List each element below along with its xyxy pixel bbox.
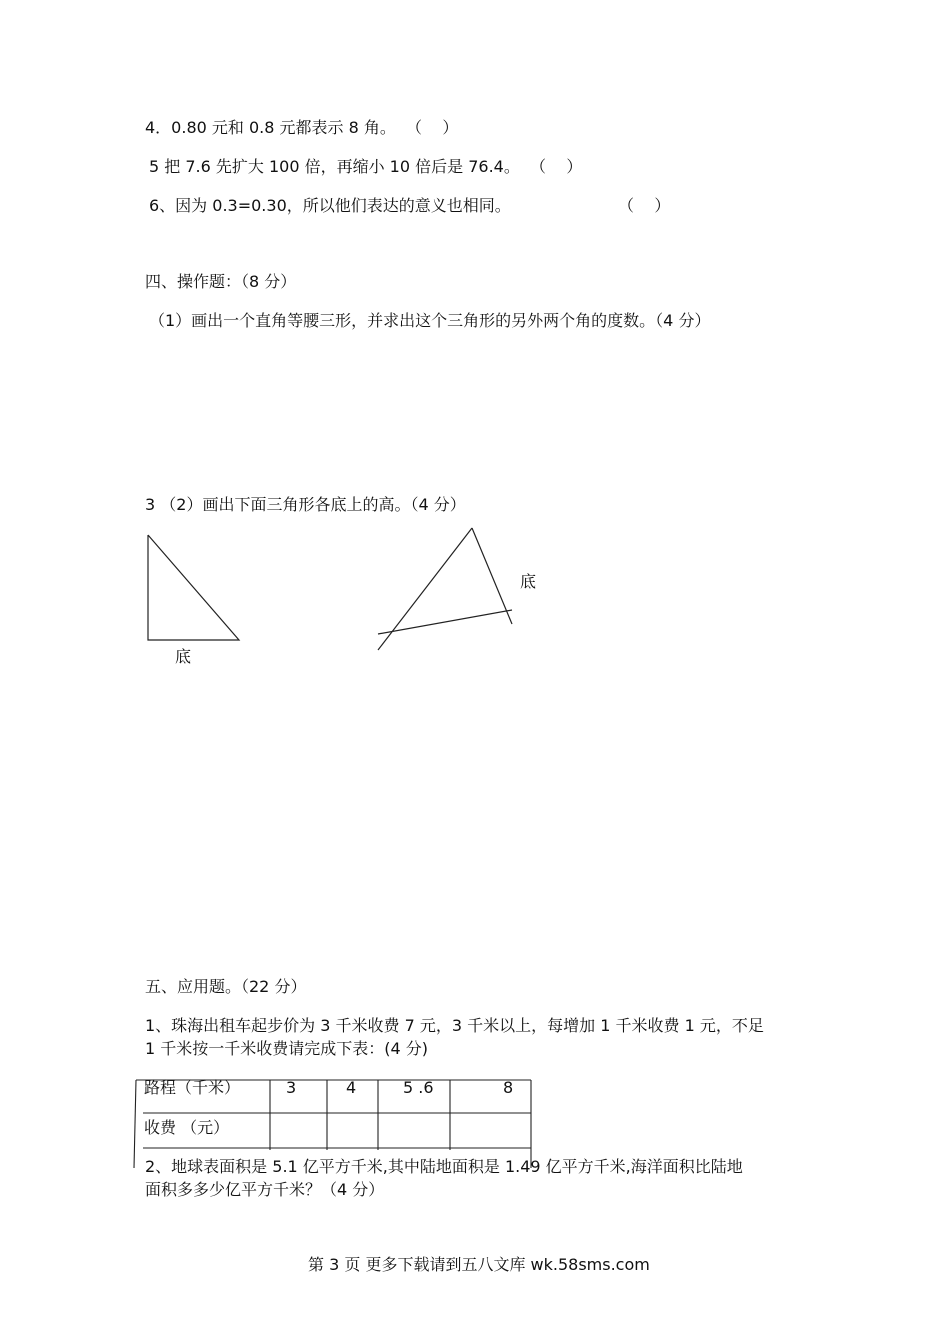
section-5-question-1-line-1: 1、珠海出租车起步价为 3 千米收费 7 元，3 千米以上，每增加 1 千米收费 1 元，不足 <box>145 1016 764 1035</box>
question-5: 5 把 7.6 先扩大 100 倍，再缩小 10 倍后是 76.4。 （ ） <box>149 157 583 176</box>
section-5-question-2-line-2: 面积多多少亿平方千米？（4 分） <box>145 1180 385 1199</box>
triangle-base-line <box>378 610 512 634</box>
table-cell-distance-4: 8 <box>503 1078 514 1097</box>
base-label-left: 底 <box>175 647 192 666</box>
table-cell-distance-1: 3 <box>286 1078 297 1097</box>
base-label-right: 底 <box>520 572 537 591</box>
table-row-2-header: 收费 （元） <box>144 1118 230 1137</box>
table-row-1-header: 路程（千米） <box>144 1078 241 1097</box>
table-cell-distance-3: 5 .6 <box>403 1078 434 1097</box>
section-5-question-1-line-2: 1 千米按一千米收费请完成下表：(4 分) <box>145 1039 429 1058</box>
right-triangle <box>148 535 239 640</box>
section-5-title: 五、应用题。（22 分） <box>145 977 307 996</box>
question-6-blank: （ ） <box>618 196 671 215</box>
section-5-question-2-line-1: 2、地球表面积是 5.1 亿平方千米,其中陆地面积是 1.49 亿平方千米,海洋面积比陆地 <box>145 1157 743 1176</box>
question-4: 4．0.80 元和 0.8 元都表示 8 角。 （ ） <box>145 118 459 137</box>
section-4-question-1: （1）画出一个直角等腰三形，并求出这个三角形的另外两个角的度数。（4 分） <box>149 311 711 330</box>
question-6: 6、因为 0.3=0.30，所以他们表达的意义也相同。 <box>149 196 511 215</box>
page-footer: 第 3 页 更多下载请到五八文库 wk.58sms.com <box>308 1255 650 1274</box>
section-4-question-2: 3 （2）画出下面三角形各底上的高。（4 分） <box>145 495 466 514</box>
table-cell-distance-2: 4 <box>346 1078 357 1097</box>
section-4-title: 四、操作题：（8 分） <box>145 272 297 291</box>
triangle-side-right <box>472 528 512 624</box>
